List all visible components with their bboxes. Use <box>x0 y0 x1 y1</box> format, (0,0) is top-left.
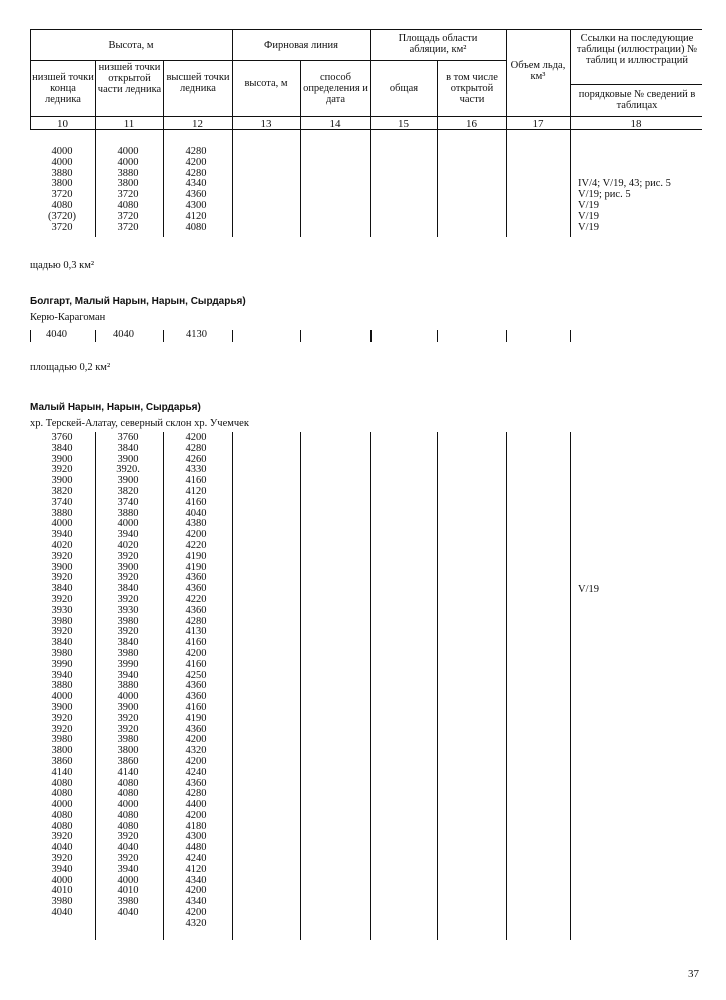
column-number: 13 <box>260 118 272 130</box>
table-cell: 4280 <box>185 615 207 627</box>
table-cell: 4360 <box>185 723 207 735</box>
table-cell: IV/4; V/19, 43; рис. 5 <box>578 178 671 190</box>
section-heading: Болгарт, Малый Нарын, Нарын, Сырдарья) <box>30 296 246 307</box>
table-cell: 4160 <box>185 475 207 487</box>
table-cell: 4000 <box>51 691 73 703</box>
block3-vline <box>370 432 371 940</box>
table-cell: 4280 <box>185 788 207 800</box>
header-vline <box>370 29 371 129</box>
table-cell: 3940 <box>117 669 139 681</box>
table-cell: 4180 <box>185 820 207 832</box>
block1-vline <box>570 130 571 237</box>
table-cell: 3720 <box>117 189 139 201</box>
table-cell: 3800 <box>117 178 139 190</box>
block3-highest-column <box>174 433 218 930</box>
table-cell: 4200 <box>185 734 207 746</box>
table-cell: 4080 <box>51 777 73 789</box>
block1-vline <box>506 130 507 237</box>
table-cell: 3720 <box>51 221 73 233</box>
table-cell: 3840 <box>117 637 139 649</box>
table-cell: 3920 <box>51 626 73 638</box>
header-height-group: Высота, м <box>108 40 154 51</box>
table-cell: 4200 <box>185 432 207 443</box>
area-note: щадью 0,3 км² <box>30 260 94 271</box>
table-cell: 4200 <box>185 885 207 897</box>
table-cell: 4000 <box>51 146 73 157</box>
table-cell: 3760 <box>51 432 73 443</box>
table-cell: 3800 <box>117 745 139 757</box>
row-separator <box>570 330 571 342</box>
table-cell: 3930 <box>117 604 139 616</box>
table-cell: 4000 <box>117 691 139 703</box>
table-cell: 4160 <box>185 496 207 508</box>
table-cell: 4220 <box>185 539 207 551</box>
table-cell: 3920 <box>51 712 73 724</box>
table-cell: 3840 <box>117 583 139 595</box>
table-cell: 3940 <box>51 863 73 875</box>
block1-vline <box>95 130 96 237</box>
table-cell: 4200 <box>185 755 207 767</box>
table-cell: 3920 <box>117 626 139 638</box>
table-cell: 4080 <box>185 221 207 233</box>
table-cell: 3900 <box>117 453 139 465</box>
header-firn-height: высота, м <box>244 78 288 89</box>
table-cell: 4360 <box>185 777 207 789</box>
table-cell: 4340 <box>185 874 207 886</box>
header-ablation-group: Площадь области абляции, км² <box>398 33 478 55</box>
table-cell: 4140 <box>51 766 73 778</box>
table-cell: 4080 <box>117 820 139 832</box>
table-cell: 4360 <box>185 604 207 616</box>
table-cell: 3900 <box>51 475 73 487</box>
header-highest: высшей точки ледника <box>166 72 230 94</box>
table-cell: 3920 <box>51 572 73 584</box>
table-cell: 3940 <box>51 529 73 541</box>
block1-vline <box>300 130 301 237</box>
header-mid-rule-refs <box>570 84 702 85</box>
table-cell: 3920 <box>51 550 73 562</box>
row-separator <box>95 330 96 342</box>
table-cell: 4190 <box>185 712 207 724</box>
header-vline <box>570 29 571 129</box>
table-cell: V/19 <box>578 584 599 595</box>
table-cell: 4040 <box>113 329 134 340</box>
column-number: 10 <box>57 118 68 130</box>
area-note: площадью 0,2 км² <box>30 362 111 373</box>
header-ablation-open: в том числе открытой части <box>446 72 498 105</box>
table-cell: 4080 <box>117 199 139 211</box>
table-cell: 4040 <box>185 507 207 519</box>
table-cell: 4000 <box>117 156 139 168</box>
table-cell: 4200 <box>185 907 207 919</box>
header-refs-group: Ссылки на последующие таблицы (иллюстрации) № таблиц и иллюстраций <box>576 33 698 66</box>
column-number: 12 <box>192 118 203 130</box>
table-cell: 4480 <box>185 842 207 854</box>
table-cell: 4300 <box>185 831 207 843</box>
table-cell: 4010 <box>51 885 73 897</box>
row-separator <box>163 330 164 342</box>
header-ablation-total: общая <box>389 83 419 94</box>
header-mid-rule-ablation <box>370 60 506 61</box>
table-cell: 3920 <box>117 712 139 724</box>
table-cell: 3840 <box>51 442 73 454</box>
column-number: 18 <box>630 118 642 130</box>
table-cell: 4360 <box>185 572 207 584</box>
row-separator <box>232 330 233 342</box>
table-cell: 3900 <box>51 701 73 713</box>
table-cell: 3900 <box>51 561 73 573</box>
block3-vline <box>437 432 438 940</box>
table-cell: 3920. <box>116 464 140 476</box>
table-cell: V/19 <box>578 199 599 211</box>
block1-highest-column <box>174 147 218 233</box>
table-cell: 3840 <box>51 583 73 595</box>
table-cell: 4020 <box>117 539 139 551</box>
table-cell: 3720 <box>117 221 139 233</box>
table-cell: 4120 <box>185 210 207 222</box>
table-cell: 4240 <box>185 766 207 778</box>
table-cell: 4000 <box>117 146 139 157</box>
table-cell: 4340 <box>185 896 207 908</box>
table-cell: 4380 <box>185 518 207 530</box>
table-cell: 4200 <box>185 156 207 168</box>
block3-vline <box>95 432 96 940</box>
header-firn-method: способ определения и дата <box>303 72 368 105</box>
table-cell: 4200 <box>185 809 207 821</box>
table-cell: 4140 <box>117 766 139 778</box>
table-cell: 3900 <box>51 453 73 465</box>
table-cell: 4360 <box>185 189 207 201</box>
table-cell: 3820 <box>51 485 73 497</box>
table-cell: 3800 <box>51 178 73 190</box>
block3-vline <box>570 432 571 940</box>
table-cell: 3880 <box>51 167 73 179</box>
table-cell: 3900 <box>117 561 139 573</box>
table-cell: 4000 <box>51 518 73 530</box>
table-cell: 4080 <box>117 788 139 800</box>
table-cell: 4160 <box>185 637 207 649</box>
header-volume: Объем льда, км³ <box>510 60 566 82</box>
block3-lowest-end-column <box>40 433 84 919</box>
table-cell: 3880 <box>51 507 73 519</box>
table-cell: 4190 <box>185 550 207 562</box>
table-cell: 3980 <box>51 615 73 627</box>
table-cell: 4340 <box>185 178 207 190</box>
section-subheading: хр. Терскей-Алатау, северный склон хр. Учемчек <box>30 418 249 429</box>
table-cell: 3920 <box>51 831 73 843</box>
column-number: 15 <box>398 118 409 130</box>
table-cell: 3900 <box>117 475 139 487</box>
table-cell: 4000 <box>51 874 73 886</box>
table-cell: 3990 <box>117 658 139 670</box>
header-refs-order: порядковые № сведений в таблицах <box>578 89 696 111</box>
table-cell: 4130 <box>185 626 207 638</box>
table-cell: 4080 <box>117 809 139 821</box>
row-separator <box>437 330 438 342</box>
table-cell: 3990 <box>51 658 73 670</box>
table-cell: 3800 <box>51 745 73 757</box>
header-top-rule <box>30 29 702 30</box>
table-cell: 3880 <box>51 680 73 692</box>
table-cell: 4160 <box>185 658 207 670</box>
table-cell <box>578 158 702 169</box>
table-cell: 3940 <box>117 863 139 875</box>
table-cell: 3980 <box>117 647 139 659</box>
table-cell: 4000 <box>117 799 139 811</box>
block1-vline <box>370 130 371 237</box>
table-cell: 3980 <box>51 896 73 908</box>
block1-refs-column <box>578 147 702 233</box>
table-cell: 4300 <box>185 199 207 211</box>
header-vline <box>506 29 507 129</box>
header-mid-rule-left <box>30 60 370 61</box>
row-separator <box>370 330 372 342</box>
table-cell: 4280 <box>185 442 207 454</box>
table-cell: 3880 <box>117 167 139 179</box>
table-cell: 4360 <box>185 691 207 703</box>
table-cell: 3820 <box>117 485 139 497</box>
block3-vline <box>232 432 233 940</box>
block1-lowest-open-column <box>106 147 150 233</box>
table-cell: 4080 <box>51 820 73 832</box>
table-cell: 4000 <box>117 874 139 886</box>
table-cell: 4360 <box>185 680 207 692</box>
column-number: 16 <box>466 118 477 130</box>
table-cell: V/19; рис. 5 <box>578 189 631 201</box>
column-number: 17 <box>532 118 544 130</box>
block3-vline <box>163 432 164 940</box>
table-cell: 3940 <box>117 529 139 541</box>
table-cell: 4220 <box>185 593 207 605</box>
table-cell: 3980 <box>117 615 139 627</box>
table-cell: 4280 <box>185 146 207 157</box>
table-cell: 4080 <box>51 199 73 211</box>
table-cell: 3880 <box>117 507 139 519</box>
table-cell: 3920 <box>51 593 73 605</box>
page-number: 37 <box>688 968 699 980</box>
table-cell: 3980 <box>117 734 139 746</box>
table-cell: 4130 <box>186 329 207 340</box>
section-heading: Малый Нарын, Нарын, Сырдарья) <box>30 402 201 413</box>
header-bottom-rule <box>30 116 702 117</box>
block1-vline <box>437 130 438 237</box>
table-cell: 4360 <box>185 583 207 595</box>
table-cell: 4320 <box>185 745 207 757</box>
table-cell: 4250 <box>185 669 207 681</box>
header-lowest-open: низшей точки открытой части ледника <box>97 62 162 95</box>
table-cell: 4400 <box>185 799 207 811</box>
table-cell: 4080 <box>51 809 73 821</box>
section-subheading: Керю-Карагоман <box>30 312 106 323</box>
table-cell: 3920 <box>117 723 139 735</box>
table-cell: 3900 <box>117 701 139 713</box>
table-cell: 3920 <box>51 853 73 865</box>
table-cell: 4010 <box>117 885 139 897</box>
table-cell: 4200 <box>185 529 207 541</box>
table-cell: 3880 <box>117 680 139 692</box>
table-cell: 4080 <box>51 788 73 800</box>
table-cell: 4260 <box>185 453 207 465</box>
table-cell: 4200 <box>185 647 207 659</box>
table-cell: 3720 <box>117 210 139 222</box>
block1-vline <box>232 130 233 237</box>
row-separator <box>30 330 31 342</box>
table-cell: 3840 <box>51 637 73 649</box>
table-cell: 3920 <box>117 853 139 865</box>
table-cell: 4240 <box>185 853 207 865</box>
table-cell: 3720 <box>51 189 73 201</box>
table-cell: 4280 <box>185 167 207 179</box>
table-cell <box>578 147 702 158</box>
block3-vline <box>506 432 507 940</box>
table-cell: 3760 <box>117 432 139 443</box>
row-separator <box>300 330 301 342</box>
table-cell: 4000 <box>51 156 73 168</box>
table-cell: 4160 <box>185 701 207 713</box>
table-cell: 3740 <box>117 496 139 508</box>
table-cell: 3840 <box>117 442 139 454</box>
table-cell: 4040 <box>117 842 139 854</box>
table-cell: 3980 <box>51 734 73 746</box>
table-cell: (3720) <box>48 210 76 222</box>
block1-vline <box>163 130 164 237</box>
table-cell: 3980 <box>51 647 73 659</box>
table-cell: 3930 <box>51 604 73 616</box>
block3-vline <box>300 432 301 940</box>
table-cell: 4330 <box>185 464 207 476</box>
column-number: 14 <box>329 118 341 130</box>
table-cell: 3940 <box>51 669 73 681</box>
table-cell: 3740 <box>51 496 73 508</box>
row-separator <box>506 330 507 342</box>
table-cell: V/19 <box>578 221 599 233</box>
table-cell: 3860 <box>117 755 139 767</box>
block3-lowest-open-column <box>106 433 150 919</box>
table-cell: 4120 <box>185 485 207 497</box>
header-lowest-end: низшей точки конца ледника <box>32 72 94 105</box>
table-cell: 3980 <box>117 896 139 908</box>
table-cell: 3920 <box>117 593 139 605</box>
table-cell: 4000 <box>51 799 73 811</box>
table-cell: 4120 <box>185 863 207 875</box>
table-cell: 3920 <box>117 550 139 562</box>
table-cell: 4040 <box>46 329 67 340</box>
table-cell: 3860 <box>51 755 73 767</box>
table-cell: 4040 <box>117 907 139 919</box>
header-firn-group: Фирновая линия <box>264 40 338 51</box>
table-cell: 4320 <box>185 917 207 929</box>
block1-lowest-end-column <box>40 147 84 233</box>
table-cell: V/19 <box>578 210 599 222</box>
table-cell: 4040 <box>51 842 73 854</box>
table-cell: 4000 <box>117 518 139 530</box>
table-cell: 3920 <box>51 464 73 476</box>
table-cell: 4190 <box>185 561 207 573</box>
table-cell: 4040 <box>51 907 73 919</box>
table-cell: 3920 <box>51 723 73 735</box>
table-cell: 4080 <box>117 777 139 789</box>
table-cell: 3920 <box>117 572 139 584</box>
column-number: 11 <box>123 118 135 130</box>
table-cell: 4020 <box>51 539 73 551</box>
table-cell: 3920 <box>117 831 139 843</box>
